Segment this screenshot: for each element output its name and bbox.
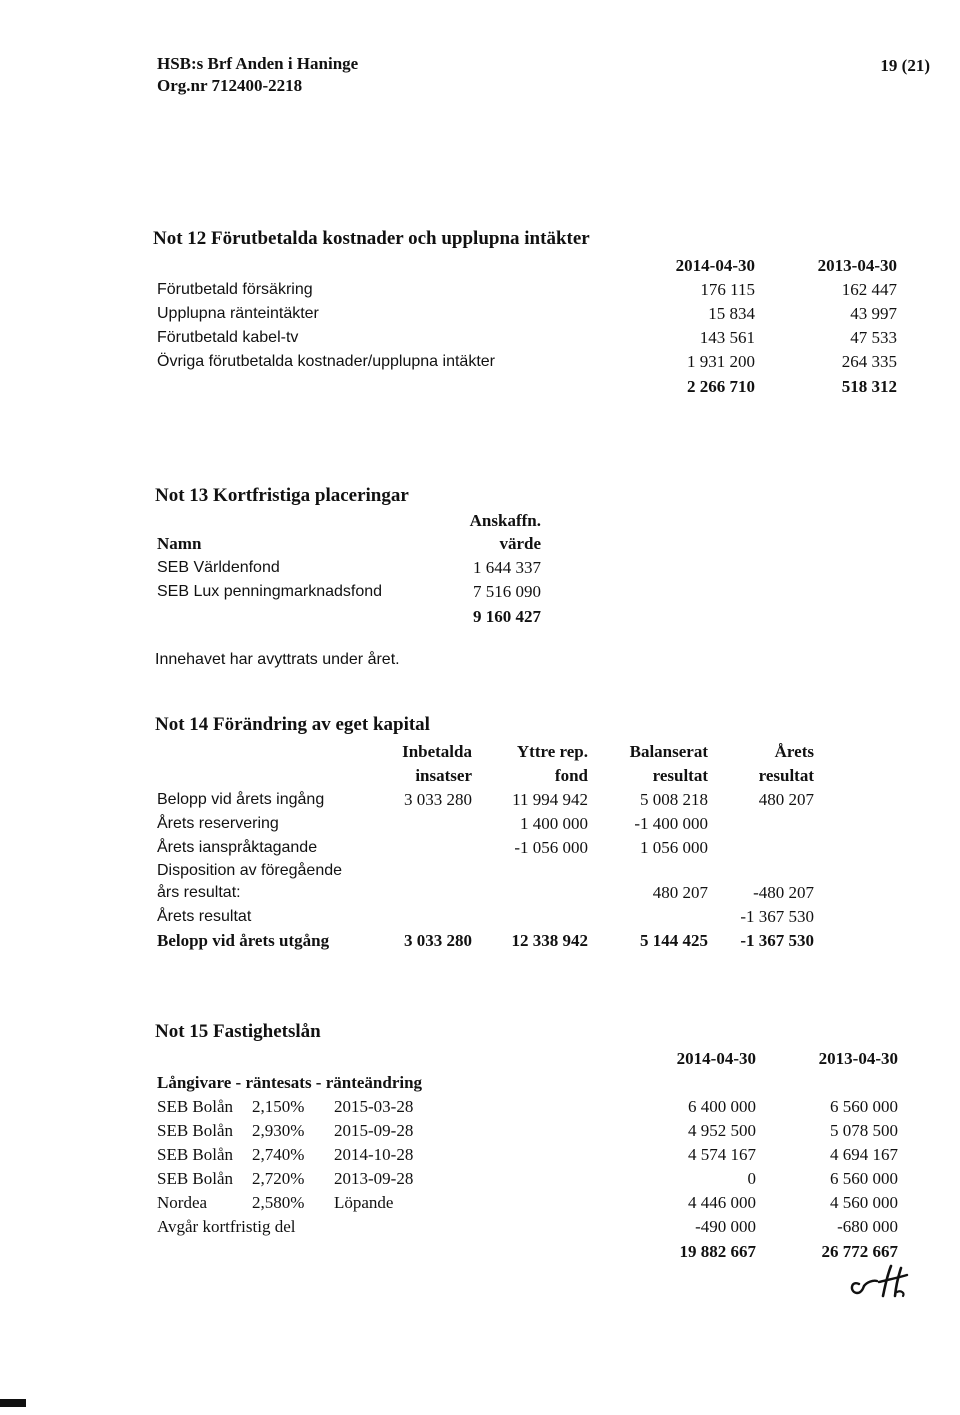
note15-change: Löpande <box>334 1193 394 1212</box>
note12-col1-header: 2014-04-30 <box>675 256 755 275</box>
note15-change: 2015-09-28 <box>334 1121 414 1140</box>
org-number: Org.nr 712400-2218 <box>157 76 303 95</box>
note13-title: Not 13 Kortfristiga placeringar <box>155 485 409 506</box>
note15-change: 2015-03-28 <box>334 1097 414 1116</box>
note14-total-cell: 12 338 942 <box>511 931 588 950</box>
note14-cell: 11 994 942 <box>512 790 588 809</box>
note15-value-2014: 4 952 500 <box>688 1121 756 1140</box>
note12-row-value-2014: 1 931 200 <box>687 352 755 371</box>
note15-change: 2014-10-28 <box>334 1145 414 1164</box>
note15-value-2013: 4 560 000 <box>830 1193 898 1212</box>
note12-row-value-2013: 47 533 <box>850 328 897 347</box>
note14-cell: 5 008 218 <box>640 790 708 809</box>
note14-header-3-line2: resultat <box>652 766 708 785</box>
note14-row-label: Belopp vid årets ingång <box>157 791 325 808</box>
note15-total-2013: 26 772 667 <box>821 1242 898 1261</box>
note13-total: 9 160 427 <box>473 607 541 626</box>
note12-row-label: Upplupna ränteintäkter <box>157 305 319 322</box>
note14-total-cell: 3 033 280 <box>404 931 472 950</box>
note15-title: Not 15 Fastighetslån <box>155 1021 321 1042</box>
note15-value-2013: 4 694 167 <box>830 1145 898 1164</box>
note12-row-value-2013: 43 997 <box>850 304 897 323</box>
note14-header-1-line1: Inbetalda <box>402 742 472 761</box>
note12-col2-header: 2013-04-30 <box>817 256 897 275</box>
note15-rate: 2,930% <box>252 1121 305 1140</box>
note14-cell: -480 207 <box>753 883 814 902</box>
note13-row-value: 7 516 090 <box>473 582 541 601</box>
org-name: HSB:s Brf Anden i Haninge <box>157 54 359 73</box>
note14-row-label: Disposition av föregående <box>157 862 343 879</box>
note12-row-label: Övriga förutbetalda kostnader/upplupna intäkter <box>157 353 495 370</box>
note14-total-label: Belopp vid årets utgång <box>157 931 330 950</box>
note14-header-4-line1: Årets <box>774 742 814 761</box>
note14-total-cell: 5 144 425 <box>640 931 708 950</box>
note14-header-4-line2: resultat <box>758 766 814 785</box>
note14-header-3-line1: Balanserat <box>629 742 708 761</box>
note15-lender: Avgår kortfristig del <box>157 1217 296 1236</box>
note13-row-label: SEB Lux penningmarknadsfond <box>157 583 383 600</box>
note12-row-label: Förutbetald kabel-tv <box>157 329 299 346</box>
note12-total-2014: 2 266 710 <box>687 377 755 396</box>
note15-value-2013: 6 560 000 <box>830 1097 898 1116</box>
note13-row-label: SEB Världenfond <box>157 559 280 576</box>
note15-lender: SEB Bolån <box>157 1169 234 1188</box>
note14-cell: -1 056 000 <box>514 838 588 857</box>
note14-cell: 1 400 000 <box>520 814 588 833</box>
note12-title: Not 12 Förutbetalda kostnader och upplupna intäkter <box>153 228 590 249</box>
note12-row-value-2013: 162 447 <box>841 280 897 299</box>
note12-row-label: Förutbetald försäkring <box>157 281 313 298</box>
note13-name-header: Namn <box>157 534 202 553</box>
note14-cell: 480 207 <box>652 883 708 902</box>
note14-row-label: Årets resultat <box>157 908 252 925</box>
note12-row-value-2013: 264 335 <box>841 352 897 371</box>
note14-row-label: Årets reservering <box>157 815 279 832</box>
note15-value-2013: -680 000 <box>837 1217 898 1236</box>
page-number: 19 (21) <box>880 56 930 75</box>
note15-value-2014: -490 000 <box>695 1217 756 1236</box>
note14-total-cell: -1 367 530 <box>740 931 814 950</box>
note12-row-value-2014: 176 115 <box>700 280 755 299</box>
note15-lender: Nordea <box>157 1193 208 1212</box>
note15-col2-header: 2013-04-30 <box>818 1049 898 1068</box>
note15-value-2013: 6 560 000 <box>830 1169 898 1188</box>
note15-lender: SEB Bolån <box>157 1097 234 1116</box>
note14-row-label: Årets ianspråktagande <box>157 839 318 856</box>
note13-row-value: 1 644 337 <box>473 558 541 577</box>
note14-cell: 3 033 280 <box>404 790 472 809</box>
note14-cell: 480 207 <box>758 790 814 809</box>
note15-value-2014: 6 400 000 <box>688 1097 756 1116</box>
note15-value-2013: 5 078 500 <box>830 1121 898 1140</box>
note15-lender: SEB Bolån <box>157 1145 234 1164</box>
note15-value-2014: 0 <box>747 1169 756 1188</box>
note14-row-label: års resultat: <box>157 884 241 901</box>
note15-rate: 2,720% <box>252 1169 305 1188</box>
note13-col-header-1: Anskaffn. <box>469 511 541 530</box>
note15-rate: 2,580% <box>252 1193 305 1212</box>
note14-cell: -1 400 000 <box>634 814 708 833</box>
note13-footnote: Innehavet har avyttrats under året. <box>155 651 400 668</box>
scan-artifact-bar <box>0 1399 26 1407</box>
note12-total-2013: 518 312 <box>841 377 897 396</box>
note14-header-2-line2: fond <box>554 766 588 785</box>
note13-col-header-2: värde <box>499 534 541 553</box>
note15-rate: 2,150% <box>252 1097 305 1116</box>
note15-total-2014: 19 882 667 <box>679 1242 756 1261</box>
note15-value-2014: 4 574 167 <box>688 1145 756 1164</box>
note14-cell: 1 056 000 <box>640 838 708 857</box>
note15-lender: SEB Bolån <box>157 1121 234 1140</box>
note15-change: 2013-09-28 <box>334 1169 414 1188</box>
note14-cell: -1 367 530 <box>740 907 814 926</box>
note14-header-1-line2: insatser <box>415 766 472 785</box>
note14-header-2-line1: Yttre rep. <box>516 742 588 761</box>
note14-title: Not 14 Förändring av eget kapital <box>155 714 430 735</box>
note15-value-2014: 4 446 000 <box>688 1193 756 1212</box>
note12-row-value-2014: 143 561 <box>699 328 755 347</box>
note12-row-value-2014: 15 834 <box>708 304 755 323</box>
note15-rate: 2,740% <box>252 1145 305 1164</box>
note15-col1-header: 2014-04-30 <box>676 1049 756 1068</box>
handwritten-initials <box>845 1262 915 1300</box>
note15-subheader: Långivare - räntesats - ränteändring <box>157 1073 423 1092</box>
